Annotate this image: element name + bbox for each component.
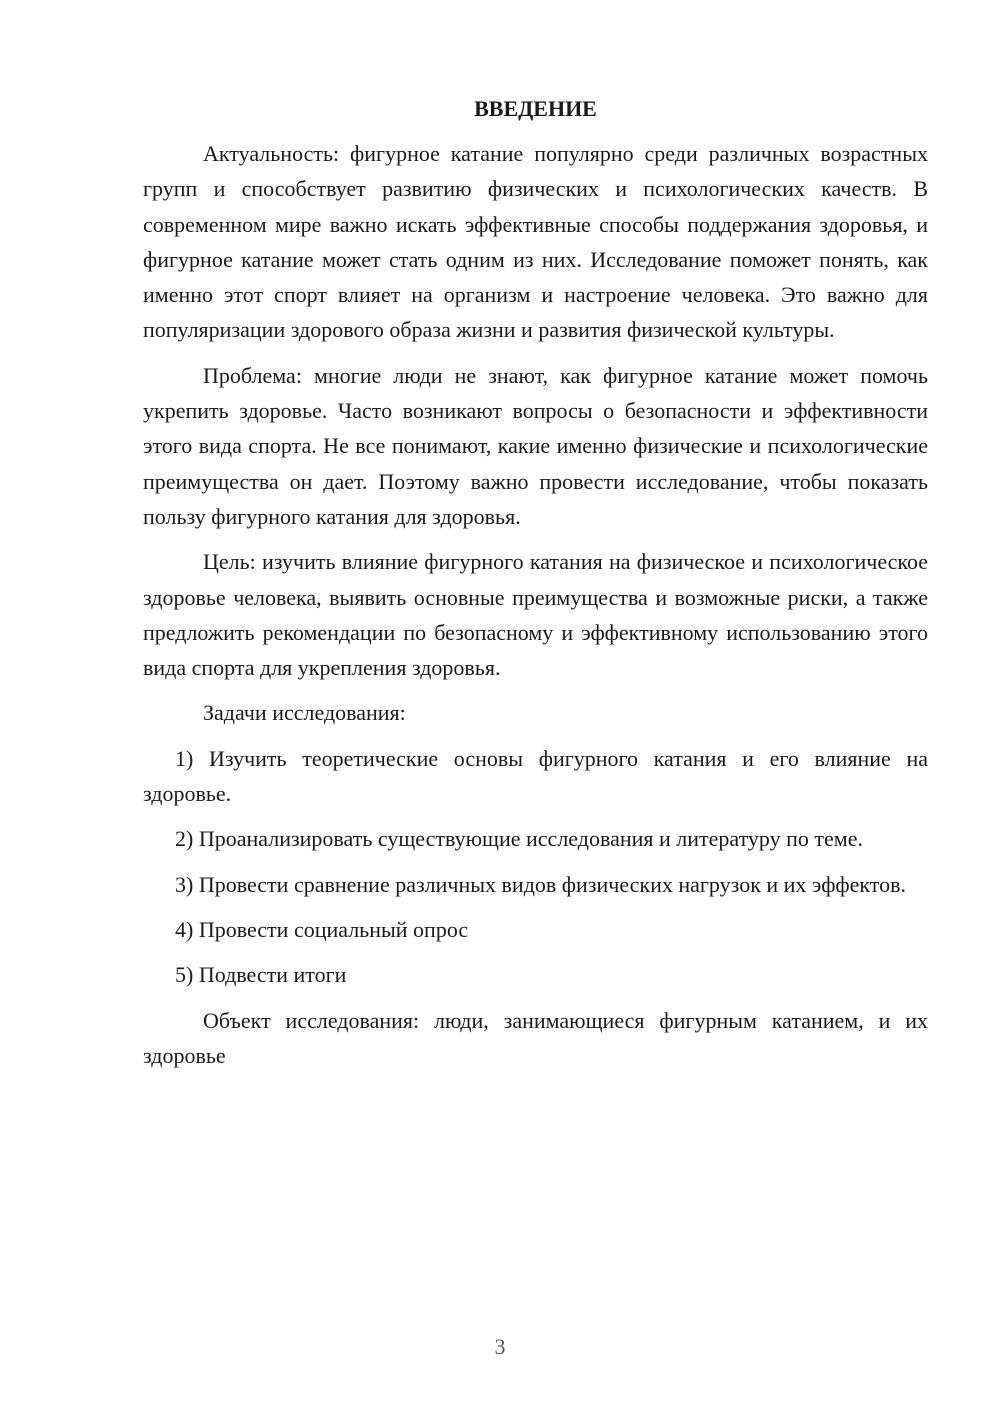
problem-paragraph: Проблема: многие люди не знают, как фигурное катание может помочь укрепить здоровье. Часто возникают вопросы о безопасности и эффективности этого вида спорта. Не все понимают, какие именно физические и психологические преимущества он дает. Поэтому важно провести исследование, чтобы показать пользу фигурного катания для здоровья. [143,362,928,529]
task-item: 3) Провести сравнение различных видов физических нагрузок и их эффектов. [175,871,907,897]
task-item: 5) Подвести итоги [175,962,347,988]
task-item: 4) Провести социальный опрос [175,916,469,942]
tasks-heading: Задачи исследования: [203,700,406,726]
goal-paragraph: Цель: изучить влияние фигурного катания на физическое и психологическое здоровье человека, выявить основные преимущества и возможные риски, а также предложить рекомендации по безопасному и эффективному использованию этого вида спорта для укрепления здоровья. [143,549,928,681]
task-item: 2) Проанализировать существующие исследования и литературу по теме. [175,826,863,852]
object-paragraph: Объект исследования: люди, занимающиеся фигурным катанием, и их здоровье [143,1007,928,1068]
task-item: 1) Изучить теоретические основы фигурного катания и его влияние на здоровье. [143,745,928,807]
relevance-paragraph: Актуальность: фигурное катание популярно среди различных возрастных групп и способствует развитию физических и психологических качеств. В современном мире важно искать эффективные способы поддержания здоровья, и фигурное катание может стать одним из них. Исследование поможет понять, как именно этот спорт влияет на организм и настроение человека. Это важно для популяризации здорового образа жизни и развития физической культуры. [143,141,928,343]
section-title: ВВЕДЕНИЕ [474,96,597,121]
page-number: 3 [494,1334,506,1359]
document-page [143,94,928,1083]
